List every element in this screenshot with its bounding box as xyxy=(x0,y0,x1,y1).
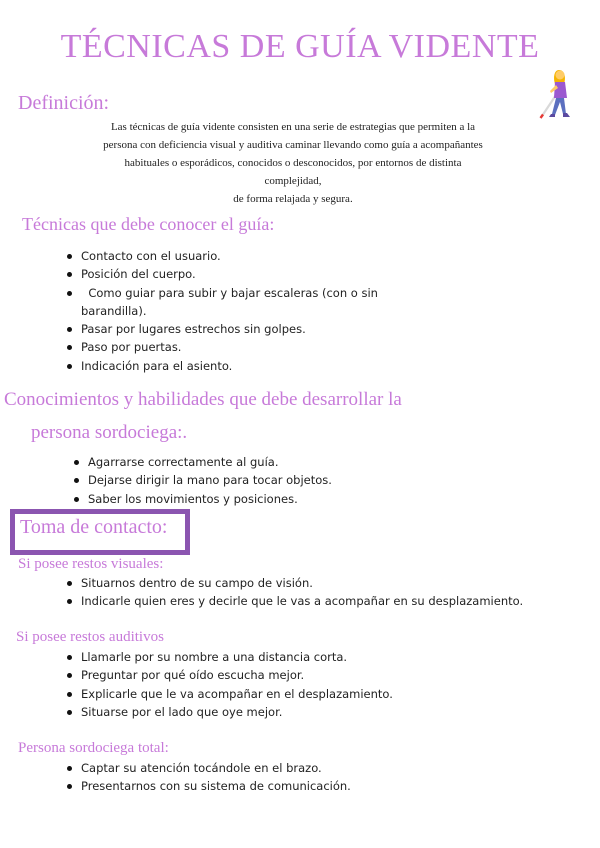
definicion-heading: Definición: xyxy=(18,92,110,114)
list-item: Presentarnos con su sistema de comunicación. xyxy=(65,777,485,795)
toma-contacto-heading: Toma de contacto: xyxy=(20,516,168,538)
list-item: Indicación para el asiento. xyxy=(65,357,425,375)
list-item: Indicarle quien eres y decirle que le vas a acompañar en su desplazamiento. xyxy=(65,592,585,610)
list-item: Posición del cuerpo. xyxy=(65,265,425,283)
definicion-line: complejidad, xyxy=(264,175,322,187)
tecnicas-list xyxy=(65,247,425,375)
sordociega-total-list xyxy=(65,759,485,796)
sordociega-total-heading: Persona sordociega total: xyxy=(18,740,169,756)
list-item: Preguntar por qué oído escucha mejor. xyxy=(65,666,485,684)
list-item: Llamarle por su nombre a una distancia corta. xyxy=(65,648,485,666)
list-item: Contacto con el usuario. xyxy=(65,247,425,265)
list-item: Saber los movimientos y posiciones. xyxy=(72,490,452,508)
definicion-text xyxy=(58,118,528,208)
page-title: TÉCNICAS DE GUÍA VIDENTE xyxy=(60,28,540,65)
definicion-line: Las técnicas de guía vidente consisten en una serie de estrategias que permiten a la xyxy=(110,121,476,133)
list-item: Pasar por lugares estrechos sin golpes. xyxy=(65,320,425,338)
list-item: Situarnos dentro de su campo de visión. xyxy=(65,574,585,592)
list-item: Agarrarse correctamente al guía. xyxy=(72,453,452,471)
list-item: Dejarse dirigir la mano para tocar objetos. xyxy=(72,471,452,489)
conocimientos-heading xyxy=(4,383,494,449)
restos-auditivos-heading: Si posee restos auditivos xyxy=(16,629,164,645)
tecnicas-heading: Técnicas que debe conocer el guía: xyxy=(22,214,275,234)
list-item: Captar su atención tocándole en el brazo. xyxy=(65,759,485,777)
restos-auditivos-list xyxy=(65,648,485,721)
conocimientos-heading-line: Conocimientos y habilidades que debe desarrollar la xyxy=(4,389,402,410)
definicion-line: de forma relajada y segura. xyxy=(233,193,353,205)
restos-visuales-heading: Si posee restos visuales: xyxy=(18,556,164,572)
list-item: Como guiar para subir y bajar escaleras (con o sin barandilla). xyxy=(65,284,425,321)
definicion-line: persona con deficiencia visual y auditiva caminar llevando como guía a acompañantes xyxy=(103,139,483,151)
conocimientos-heading-line: persona sordociega:. xyxy=(31,422,188,443)
list-item: Paso por puertas. xyxy=(65,338,425,356)
definicion-line: habituales o esporádicos, conocidos o desconocidos, por entornos de distinta xyxy=(124,157,462,169)
restos-visuales-list xyxy=(65,574,585,611)
person-with-white-cane-icon xyxy=(532,58,588,122)
list-item: Situarse por el lado que oye mejor. xyxy=(65,703,485,721)
list-item: Explicarle que le va acompañar en el desplazamiento. xyxy=(65,685,485,703)
conocimientos-list xyxy=(72,453,452,508)
